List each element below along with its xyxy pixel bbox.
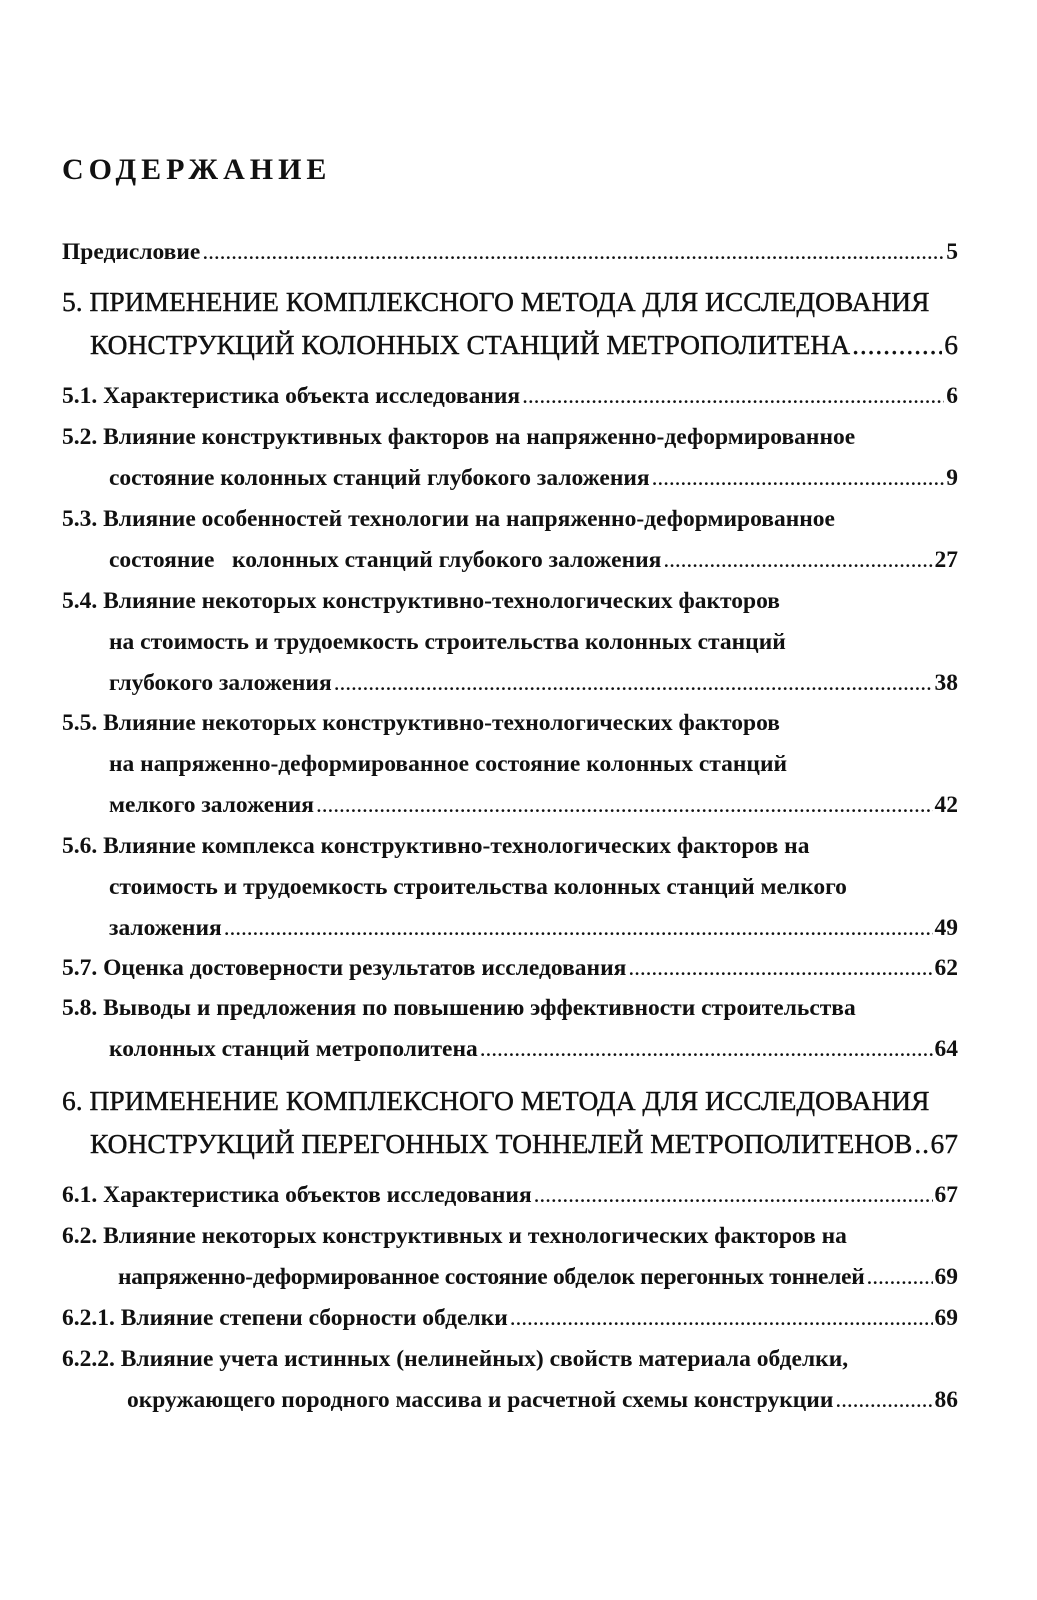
toc-entry-5-2[interactable]	[62, 417, 958, 457]
toc-entry-6-2-2-cont[interactable]	[127, 1380, 958, 1420]
toc-entry-6-2-1[interactable]	[62, 1298, 958, 1338]
toc-entry-number: 5.8.	[62, 995, 98, 1021]
toc-entry-5-1[interactable]	[62, 376, 958, 416]
toc-page-number: 64	[934, 1036, 958, 1062]
toc-entry-text: Выводы и предложения по повышению эффективности строительства	[103, 995, 856, 1021]
toc-entry-number: 5.6.	[62, 833, 98, 859]
dot-leader	[224, 908, 933, 948]
toc-page-number: 6	[946, 383, 958, 409]
toc-page-number: 49	[934, 915, 958, 941]
dot-leader	[628, 948, 932, 988]
toc-page-number: 62	[934, 955, 958, 981]
toc-entry-5-8-cont[interactable]	[109, 1029, 958, 1069]
toc-chapter-title: 6. ПРИМЕНЕНИЕ КОМПЛЕКСНОГО МЕТОДА ДЛЯ ИССЛЕДОВАНИЯ	[62, 1085, 930, 1116]
dot-leader	[866, 1257, 932, 1297]
toc-entry-6-2-2[interactable]	[62, 1339, 958, 1379]
toc-entry-5-5[interactable]	[62, 703, 958, 743]
toc-entry-number: 6.2.2.	[62, 1346, 115, 1372]
toc-page-number: 69	[934, 1264, 958, 1290]
toc-chapter-title: КОНСТРУКЦИЙ КОЛОННЫХ СТАНЦИЙ МЕТРОПОЛИТЕНА	[90, 329, 851, 360]
toc-entry-text: Характеристика объектов исследования	[103, 1182, 532, 1208]
dot-leader	[522, 376, 944, 416]
toc-page-number: 86	[934, 1387, 958, 1413]
toc-chapter-5-line2[interactable]	[90, 325, 958, 365]
toc-chapter-title: 5. ПРИМЕНЕНИЕ КОМПЛЕКСНОГО МЕТОДА ДЛЯ ИССЛЕДОВАНИЯ	[62, 286, 930, 317]
toc-entry-number: 6.1.	[62, 1182, 98, 1208]
toc-entry-text: Влияние некоторых конструктивно-технологических факторов	[103, 710, 780, 736]
toc-entry-text: колонных станций метрополитена	[109, 1036, 478, 1062]
toc-entry-5-2-cont[interactable]	[109, 458, 958, 498]
toc-chapter-6-line1[interactable]	[62, 1081, 958, 1121]
toc-entry-5-4-cont1[interactable]	[109, 622, 958, 662]
dot-leader	[914, 1124, 928, 1164]
toc-entry-text: Влияние некоторых конструктивных и технологических факторов на	[103, 1223, 847, 1249]
toc-entry-5-6-cont2[interactable]	[109, 908, 958, 948]
toc-entry-number: 5.3.	[62, 506, 98, 532]
toc-page-number: 9	[946, 465, 958, 491]
toc-page-number: 69	[934, 1305, 958, 1331]
toc-entry-text: стоимость и трудоемкость строительства колонных станций мелкого	[109, 874, 847, 900]
toc-entry-5-3-cont[interactable]	[109, 540, 958, 580]
toc-entry-text: Влияние конструктивных факторов на напряженно-деформированное	[103, 424, 856, 450]
toc-entry-text: Влияние степени сборности обделки	[120, 1305, 508, 1331]
toc-entry-text: Оценка достоверности результатов исследования	[103, 955, 627, 981]
toc-entry-number: 5.7.	[62, 955, 98, 981]
toc-entry-number: 5.1.	[62, 383, 98, 409]
toc-chapter-title: КОНСТРУКЦИЙ ПЕРЕГОННЫХ ТОННЕЛЕЙ МЕТРОПОЛИТЕНОВ	[90, 1128, 913, 1159]
toc-page-number: 67	[930, 1128, 958, 1159]
toc-page-number: 6	[944, 329, 958, 360]
toc-entry-6-1[interactable]	[62, 1175, 958, 1215]
toc-entry-text: заложения	[109, 915, 222, 941]
toc-entry-text: на стоимость и трудоемкость строительства колонных станций	[109, 629, 786, 655]
dot-leader	[316, 785, 932, 825]
toc-entry-number: 6.2.	[62, 1223, 98, 1249]
toc-entry-text: окружающего породного массива и расчетной схемы конструкции	[127, 1387, 834, 1413]
toc-entry-5-4-cont2[interactable]	[109, 663, 958, 703]
dot-leader	[480, 1029, 933, 1069]
toc-entry-text: состояние колонных станций глубокого заложения	[109, 465, 650, 491]
toc-entry-5-6[interactable]	[62, 826, 958, 866]
toc-entry-text: мелкого заложения	[109, 792, 315, 818]
toc-entry-text: состояние колонных станций глубокого заложения	[109, 547, 662, 573]
toc-entry-preface[interactable]	[62, 232, 958, 272]
toc-entry-text: Влияние особенностей технологии на напряженно-деформированное	[103, 506, 835, 532]
toc-entry-number: 6.2.1.	[62, 1305, 115, 1331]
toc-chapter-5-line1[interactable]	[62, 282, 958, 322]
toc-entry-5-8[interactable]	[62, 988, 958, 1028]
dot-leader	[334, 663, 933, 703]
toc-entry-number: 5.2.	[62, 424, 98, 450]
toc-entry-5-6-cont1[interactable]	[109, 867, 958, 907]
toc-entry-text: Характеристика объекта исследования	[103, 383, 521, 409]
toc-title: СОДЕРЖАНИЕ	[62, 153, 332, 186]
dot-leader	[835, 1380, 932, 1420]
toc-entry-text: Влияние комплекса конструктивно-технологических факторов на	[103, 833, 810, 859]
dot-leader	[852, 325, 942, 365]
toc-entry-6-2-cont[interactable]	[118, 1257, 958, 1297]
toc-page-number: 5	[946, 239, 958, 265]
toc-entry-6-2[interactable]	[62, 1216, 958, 1256]
toc-entry-text: Влияние учета истинных (нелинейных) свойств материала обделки,	[120, 1346, 849, 1372]
dot-leader	[510, 1298, 933, 1338]
toc-page-number: 67	[934, 1182, 958, 1208]
dot-leader	[663, 540, 932, 580]
toc-entry-text: Предисловие	[62, 239, 201, 265]
toc-entry-text: глубокого заложения	[109, 670, 332, 696]
toc-page-number: 38	[934, 670, 958, 696]
toc-chapter-6-line2[interactable]	[90, 1124, 958, 1164]
toc-entry-5-3[interactable]	[62, 499, 958, 539]
toc-page-number: 42	[934, 792, 958, 818]
dot-leader	[202, 232, 944, 272]
dot-leader	[534, 1175, 933, 1215]
toc-entry-5-5-cont1[interactable]	[109, 744, 958, 784]
toc-page-number: 27	[934, 547, 958, 573]
toc-entry-5-4[interactable]	[62, 581, 958, 621]
toc-entry-number: 5.5.	[62, 710, 98, 736]
toc-entry-number: 5.4.	[62, 588, 98, 614]
toc-entry-5-5-cont2[interactable]	[109, 785, 958, 825]
dot-leader	[652, 458, 945, 498]
toc-entry-text: напряженно-деформированное состояние обделок перегонных тоннелей	[118, 1264, 865, 1290]
toc-entry-5-7[interactable]	[62, 948, 958, 988]
toc-entry-text: на напряженно-деформированное состояние колонных станций	[109, 751, 788, 777]
toc-entry-text: Влияние некоторых конструктивно-технологических факторов	[103, 588, 780, 614]
